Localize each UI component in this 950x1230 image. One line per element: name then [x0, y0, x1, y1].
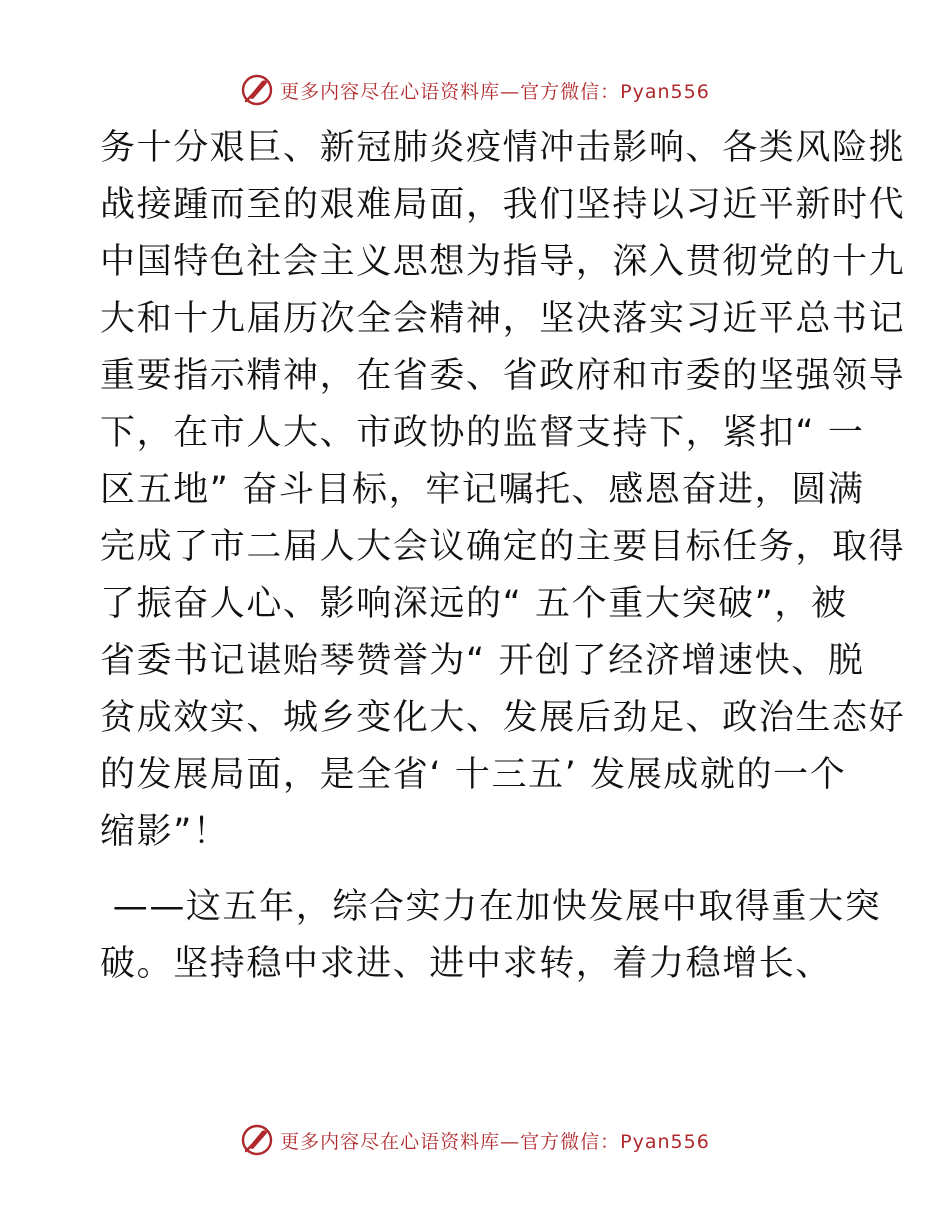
text-line: 战接踵而至的艰难局面，我们坚持以习近平新时代 [100, 185, 906, 225]
text-line: 缩影”！ [100, 812, 230, 852]
paragraph-gap [100, 861, 860, 879]
paragraph-2 [100, 879, 882, 993]
text-line: 下，在市人大、市政协的监督支持下，紧扣“ 一 [100, 413, 865, 453]
wechat-id: Pyan556 [620, 1130, 710, 1153]
footer-banner [0, 1120, 950, 1160]
banner-text [280, 77, 710, 104]
text-line: 省委书记谌贻琴赞誉为“ 开创了经济增速快、脱 [100, 641, 865, 681]
text-line: ——这五年，综合实力在加快发展中取得重大突 [100, 887, 882, 927]
body-text [100, 120, 906, 993]
wechat-id: Pyan556 [620, 80, 710, 103]
text-line: 务十分艰巨、新冠肺炎疫情冲击影响、各类风险挑 [100, 128, 906, 168]
text-line: 中国特色社会主义思想为指导，深入贯彻党的十九 [100, 242, 906, 282]
text-line: 重要指示精神，在省委、省政府和市委的坚强领导 [100, 356, 906, 396]
banner-text [280, 1127, 710, 1154]
quill-logo-icon [240, 1123, 274, 1157]
text-line: 完成了市二届人大会议确定的主要目标任务，取得 [100, 527, 906, 567]
text-line: 大和十九届历次全会精神，坚决落实习近平总书记 [100, 299, 906, 339]
text-line: 破。坚持稳中求进、进中求转，着力稳增长、 [100, 944, 833, 984]
quill-logo-icon [240, 73, 274, 107]
paragraph-1 [100, 120, 906, 861]
banner-label: 更多内容尽在心语资料库—官方微信： [280, 1130, 621, 1153]
text-line: 区五地” 奋斗目标，牢记嘱托、感恩奋进，圆满 [100, 470, 865, 510]
text-line: 贫成效实、城乡变化大、发展后劲足、政治生态好 [100, 698, 906, 738]
text-line: 了振奋人心、影响深远的“ 五个重大突破”，被 [100, 584, 848, 624]
text-line: 的发展局面，是全省‘ 十三五’ 发展成就的一个 [100, 755, 847, 795]
header-banner [0, 70, 950, 110]
banner-label: 更多内容尽在心语资料库—官方微信： [280, 80, 621, 103]
